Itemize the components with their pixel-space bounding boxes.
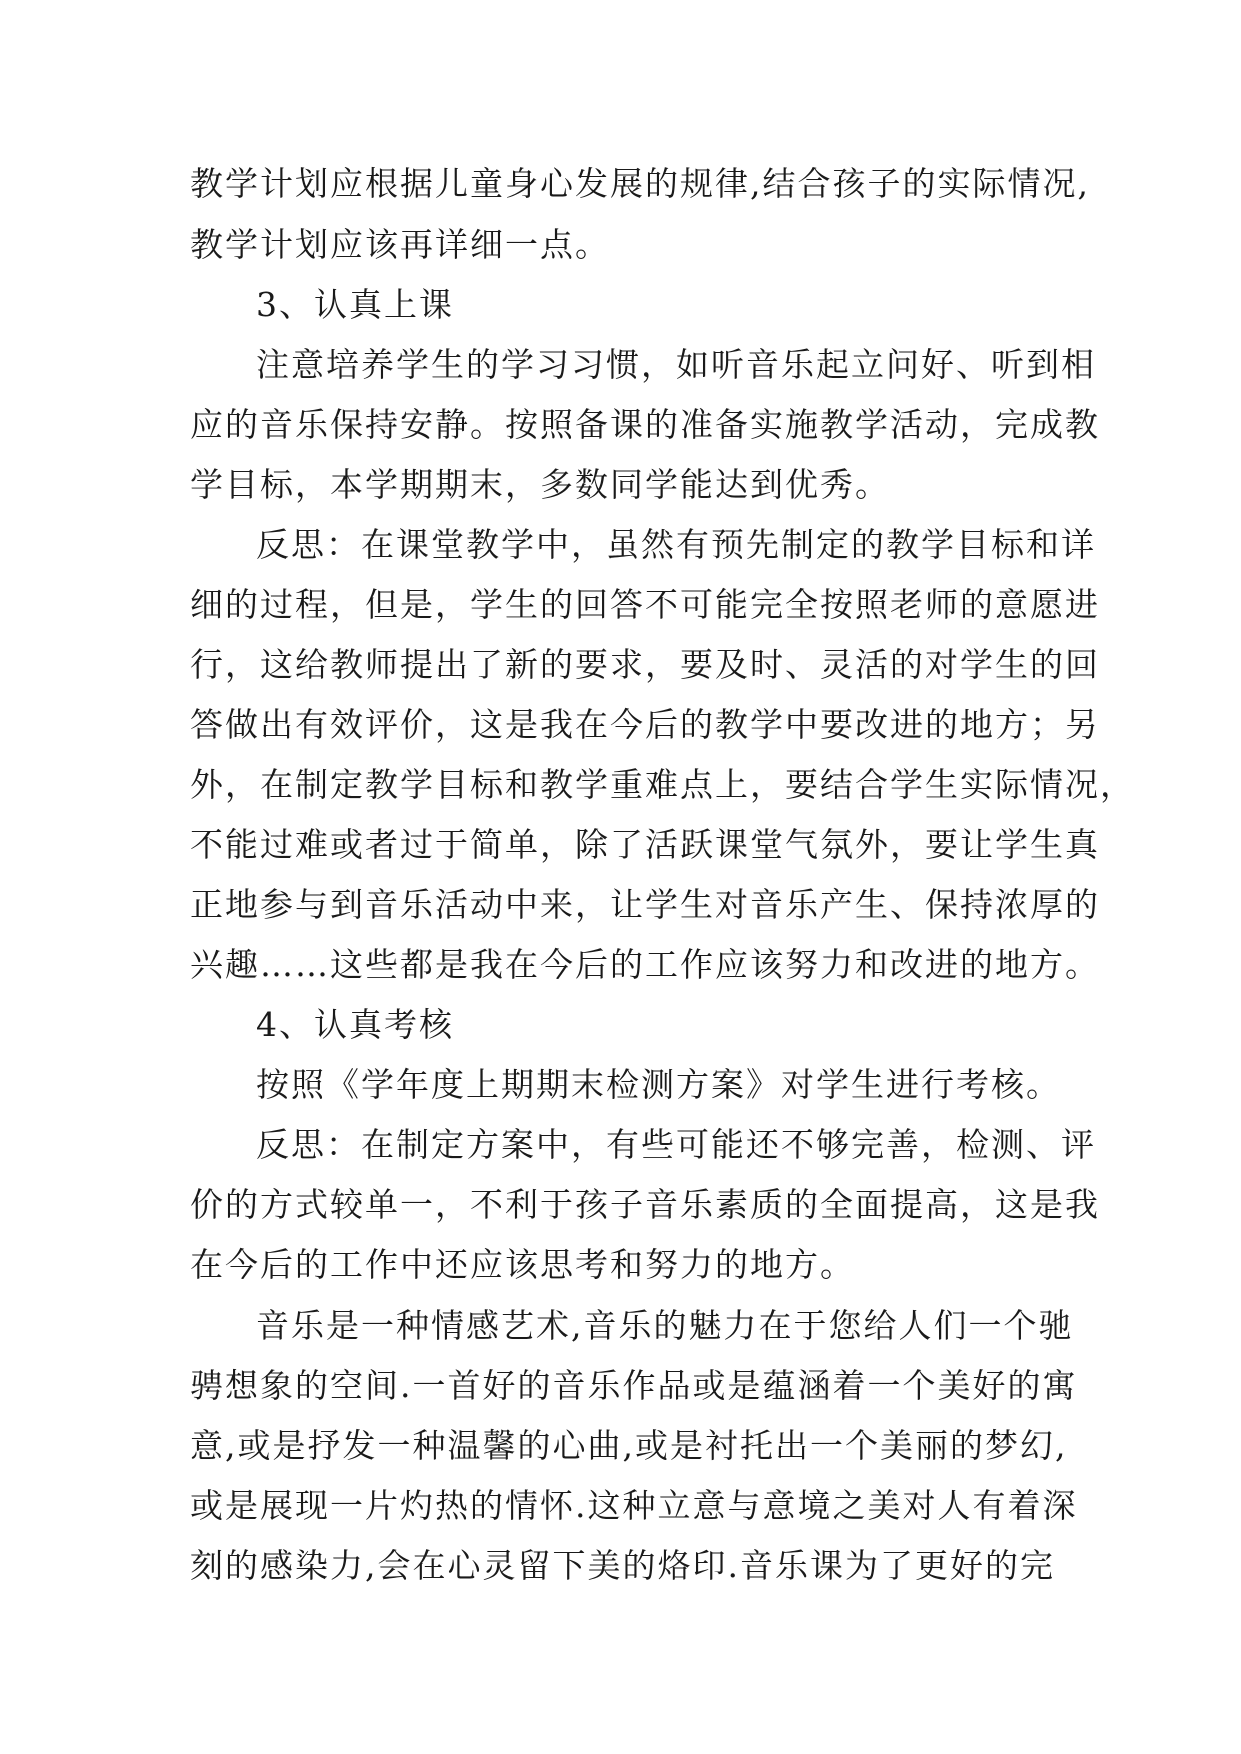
text-line: 意,或是抒发一种温馨的心曲,或是衬托出一个美丽的梦幻, — [190, 1426, 1068, 1465]
section-heading: 4、认真考核 — [256, 1005, 454, 1044]
text-line: 教学计划应该再详细一点。 — [190, 225, 610, 264]
text-line: 价的方式较单一，不利于孩子音乐素质的全面提高，这是我 — [190, 1185, 1100, 1224]
text-line: 按照《学年度上期期末检测方案》对学生进行考核。 — [256, 1065, 1061, 1104]
section-heading: 3、认真上课 — [256, 285, 454, 324]
text-line: 音乐是一种情感艺术,音乐的魅力在于您给人们一个驰 — [256, 1306, 1074, 1345]
text-line: 教学计划应根据儿童身心发展的规律,结合孩子的实际情况, — [190, 164, 1090, 203]
text-line: 正地参与到音乐活动中来，让学生对音乐产生、保持浓厚的 — [190, 885, 1100, 924]
text-line: 刻的感染力,会在心灵留下美的烙印.音乐课为了更好的完 — [190, 1546, 1055, 1585]
text-line: 应的音乐保持安静。按照备课的准备实施教学活动，完成教 — [190, 405, 1100, 444]
text-line: 外，在制定教学目标和教学重难点上，要结合学生实际情况， — [190, 765, 1135, 804]
text-line: 反思：在课堂教学中，虽然有预先制定的教学目标和详 — [256, 525, 1096, 564]
text-line: 注意培养学生的学习习惯，如听音乐起立问好、听到相 — [256, 345, 1096, 384]
text-line: 在今后的工作中还应该思考和努力的地方。 — [190, 1245, 855, 1284]
text-line: 骋想象的空间.一首好的音乐作品或是蕴涵着一个美好的寓 — [190, 1366, 1078, 1405]
text-line: 兴趣……这些都是我在今后的工作应该努力和改进的地方。 — [190, 945, 1100, 984]
text-line: 细的过程，但是，学生的回答不可能完全按照老师的意愿进 — [190, 585, 1100, 624]
text-line: 行，这给教师提出了新的要求，要及时、灵活的对学生的回 — [190, 645, 1100, 684]
text-line: 学目标，本学期期末，多数同学能达到优秀。 — [190, 465, 890, 504]
text-line: 反思：在制定方案中，有些可能还不够完善，检测、评 — [256, 1125, 1096, 1164]
text-line: 或是展现一片灼热的情怀.这种立意与意境之美对人有着深 — [190, 1486, 1078, 1525]
text-line: 不能过难或者过于简单，除了活跃课堂气氛外，要让学生真 — [190, 825, 1100, 864]
text-line: 答做出有效评价，这是我在今后的教学中要改进的地方；另 — [190, 705, 1100, 744]
